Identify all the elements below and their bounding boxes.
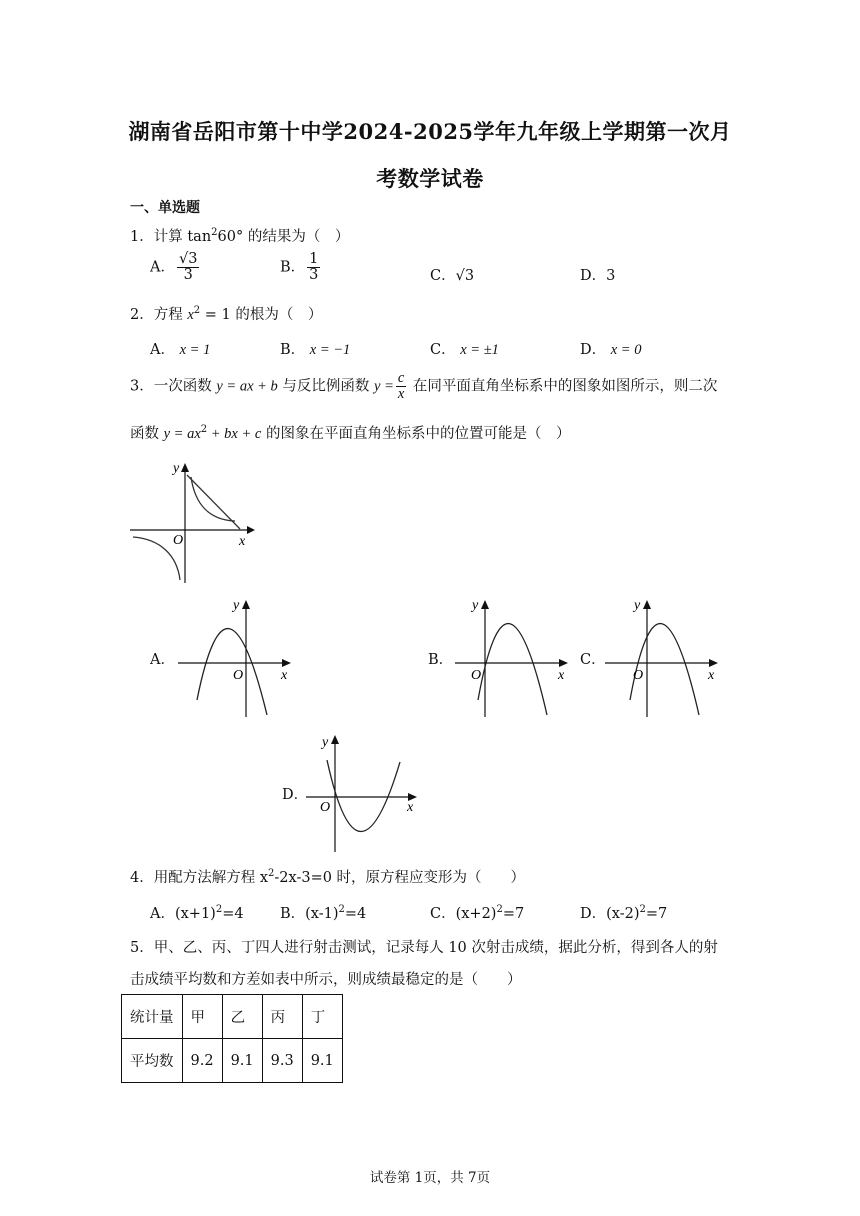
q1-suffix: 的结果为（ ） — [243, 229, 350, 245]
question-3-line1 — [130, 371, 717, 402]
d-y-arrow — [331, 735, 339, 744]
q1-sup: 2 — [211, 227, 218, 239]
table-cell: 9.2 — [182, 1039, 222, 1083]
b-parabola — [478, 624, 547, 715]
q3-l2-b: 的图象在平面直角坐标系中的位置可能是（ ） — [261, 426, 571, 442]
q1-b-den: 3 — [309, 267, 319, 284]
ref-line — [187, 475, 240, 529]
a-y-label: y — [233, 598, 240, 613]
reference-graph — [125, 455, 260, 585]
table-cell: 9.1 — [302, 1039, 342, 1083]
d-x-label: x — [407, 800, 414, 815]
q1-b-fraction — [307, 252, 320, 283]
a-origin-label: O — [233, 668, 244, 683]
q1-a-den: 3 — [183, 267, 193, 284]
table-header-row — [122, 995, 343, 1039]
table-cell: 丁 — [302, 995, 342, 1039]
q4-b-rest: =4 — [344, 906, 367, 922]
q1-a-label: A． — [150, 259, 175, 276]
q1-angle: 60° — [217, 229, 244, 245]
q2-c-label: C． — [430, 342, 456, 358]
q4-option-a[interactable] — [150, 902, 244, 923]
table-cell: 甲 — [182, 995, 222, 1039]
q1-d-label: D． — [580, 268, 607, 284]
q1-d-value: 3 — [606, 268, 616, 284]
q3-option-b-graph[interactable] — [452, 595, 577, 720]
table-cell: 乙 — [222, 995, 262, 1039]
ref-origin-label: O — [173, 533, 184, 548]
question-5-line2: 击成绩平均数和方差如表中所示，则成绩最稳定的是（ ） — [130, 972, 522, 988]
q4-c-text: C．(x+2) — [430, 906, 497, 922]
q1-a-fraction — [177, 252, 199, 283]
q2-option-d[interactable] — [580, 338, 641, 359]
table-cell: 平均数 — [122, 1039, 183, 1083]
exam-title-line2: 考数学试卷 — [376, 166, 484, 191]
q1-b-num: 1 — [309, 251, 319, 267]
q3-quad-sup: 2 — [200, 424, 208, 436]
q4-d-text: D．(x-2) — [580, 906, 640, 922]
q3-quad-a: y = ax — [163, 426, 201, 442]
b-x-arrow — [559, 659, 568, 667]
d-y-label: y — [322, 735, 329, 750]
c-y-arrow — [643, 600, 651, 609]
q3-linear-eq: y = ax + b — [216, 378, 278, 395]
q2-b-label: B． — [280, 342, 306, 358]
q4-c-sup: 2 — [496, 904, 503, 916]
q2-c-value: x = ±1 — [460, 342, 499, 358]
q1-tan: tan — [187, 229, 212, 245]
q4-b-text: B．(x-1) — [280, 906, 339, 922]
q3-frac-den: x — [397, 386, 405, 403]
a-y-arrow — [242, 600, 250, 609]
ref-x-label: x — [239, 534, 246, 549]
q3-option-c-graph[interactable] — [602, 595, 727, 720]
q3-l1-c: 在同平面直角坐标系中的图象如图所示，则二次 — [408, 378, 718, 395]
table-cell: 统计量 — [122, 995, 183, 1039]
q2-a-label: A． — [150, 342, 175, 358]
q3-option-c-label[interactable]: C． — [580, 652, 606, 668]
ref-x-arrow — [247, 526, 255, 534]
q2-b-value: x = −1 — [309, 342, 351, 358]
q3-option-d-graph[interactable] — [303, 730, 428, 855]
b-origin-label: O — [471, 668, 482, 683]
q1-prefix: 1．计算 — [130, 229, 188, 245]
q4-d-rest: =7 — [645, 906, 668, 922]
question-2-stem — [130, 303, 322, 324]
a-x-arrow — [282, 659, 291, 667]
q4-option-c[interactable] — [430, 902, 524, 923]
c-x-arrow — [709, 659, 718, 667]
q4-a-sup: 2 — [215, 904, 223, 916]
table-row — [122, 1039, 343, 1083]
q3-l1-b: 与反比例函数 — [277, 378, 375, 395]
q2-option-a[interactable] — [150, 338, 210, 359]
q4-c-rest: =7 — [502, 906, 525, 922]
q4-text-a: 4．用配方法解方程 x — [130, 870, 269, 886]
exam-title-line1: 湖南省岳阳市第十中学2024-2025学年九年级上学期第一次月 — [128, 119, 732, 144]
q3-inverse-left: y = — [374, 378, 394, 395]
question-1-stem — [130, 225, 349, 246]
question-4-stem — [130, 866, 525, 887]
table-cell: 9.3 — [262, 1039, 302, 1083]
q2-option-b[interactable] — [280, 338, 350, 359]
q1-b-label: B． — [280, 259, 306, 276]
section-heading: 一、单选题 — [130, 200, 200, 216]
c-y-label: y — [634, 598, 641, 613]
c-origin-label: O — [633, 668, 644, 683]
a-parabola — [197, 629, 267, 715]
d-parabola — [327, 760, 400, 832]
q1-c-label: C． — [430, 268, 456, 284]
ref-y-arrow — [181, 463, 189, 472]
d-origin-label: O — [320, 800, 331, 815]
q1-c-value: √3 — [455, 268, 475, 284]
q3-quad-b: + bx + c — [207, 426, 262, 442]
q4-b-sup: 2 — [338, 904, 345, 916]
stats-table — [121, 994, 343, 1083]
b-x-label: x — [558, 668, 565, 683]
ref-y-label: y — [173, 461, 180, 476]
q4-a-text: A．(x+1) — [150, 906, 216, 922]
q4-option-b[interactable] — [280, 902, 366, 923]
q1-option-b[interactable] — [280, 252, 322, 283]
q3-option-a-graph[interactable] — [175, 595, 300, 720]
q4-d-sup: 2 — [639, 904, 646, 916]
c-x-label: x — [708, 668, 715, 683]
q4-text-b: -2x-3=0 时，原方程应变形为（ ） — [274, 870, 526, 886]
page-footer: 试卷第 1页，共 7页 — [369, 1170, 491, 1186]
q2-d-value: x = 0 — [610, 342, 642, 358]
q3-option-b-label[interactable]: B． — [428, 652, 454, 668]
q4-a-rest: =4 — [222, 906, 244, 922]
question-3-line2 — [130, 422, 570, 443]
q3-inverse-fraction — [396, 371, 406, 402]
q3-l1-a: 3．一次函数 — [130, 378, 217, 395]
ref-hyperbola-right — [191, 477, 235, 521]
q2-a-value: x = 1 — [179, 342, 211, 358]
q2-d-label: D． — [580, 342, 607, 358]
q1-option-c[interactable] — [430, 264, 474, 285]
q2-prefix: 2．方程 — [130, 307, 188, 323]
q3-option-a-label[interactable]: A． — [150, 652, 175, 668]
q2-var: x — [187, 307, 194, 323]
q1-option-d[interactable] — [580, 264, 615, 285]
q1-a-num: √3 — [178, 251, 198, 267]
q3-frac-num: c — [397, 370, 405, 386]
q1-option-a[interactable] — [150, 252, 201, 283]
q2-option-c[interactable] — [430, 338, 499, 359]
b-y-label: y — [472, 598, 479, 613]
a-x-label: x — [281, 668, 288, 683]
question-5-line1: 5．甲、乙、丙、丁四人进行射击测试，记录每人 10 次射击成绩，据此分析，得到各人的射 — [130, 940, 718, 956]
q2-eq-rest: = 1 — [200, 307, 231, 323]
q2-suffix: 的根为（ ） — [230, 307, 323, 323]
table-cell: 丙 — [262, 995, 302, 1039]
b-y-arrow — [481, 600, 489, 609]
table-cell: 9.1 — [222, 1039, 262, 1083]
q4-option-d[interactable] — [580, 902, 667, 923]
q3-option-d-label[interactable]: D． — [282, 787, 309, 803]
q4-sup: 2 — [268, 868, 275, 880]
q2-sup: 2 — [193, 305, 201, 317]
q3-l2-a: 函数 — [130, 426, 164, 442]
